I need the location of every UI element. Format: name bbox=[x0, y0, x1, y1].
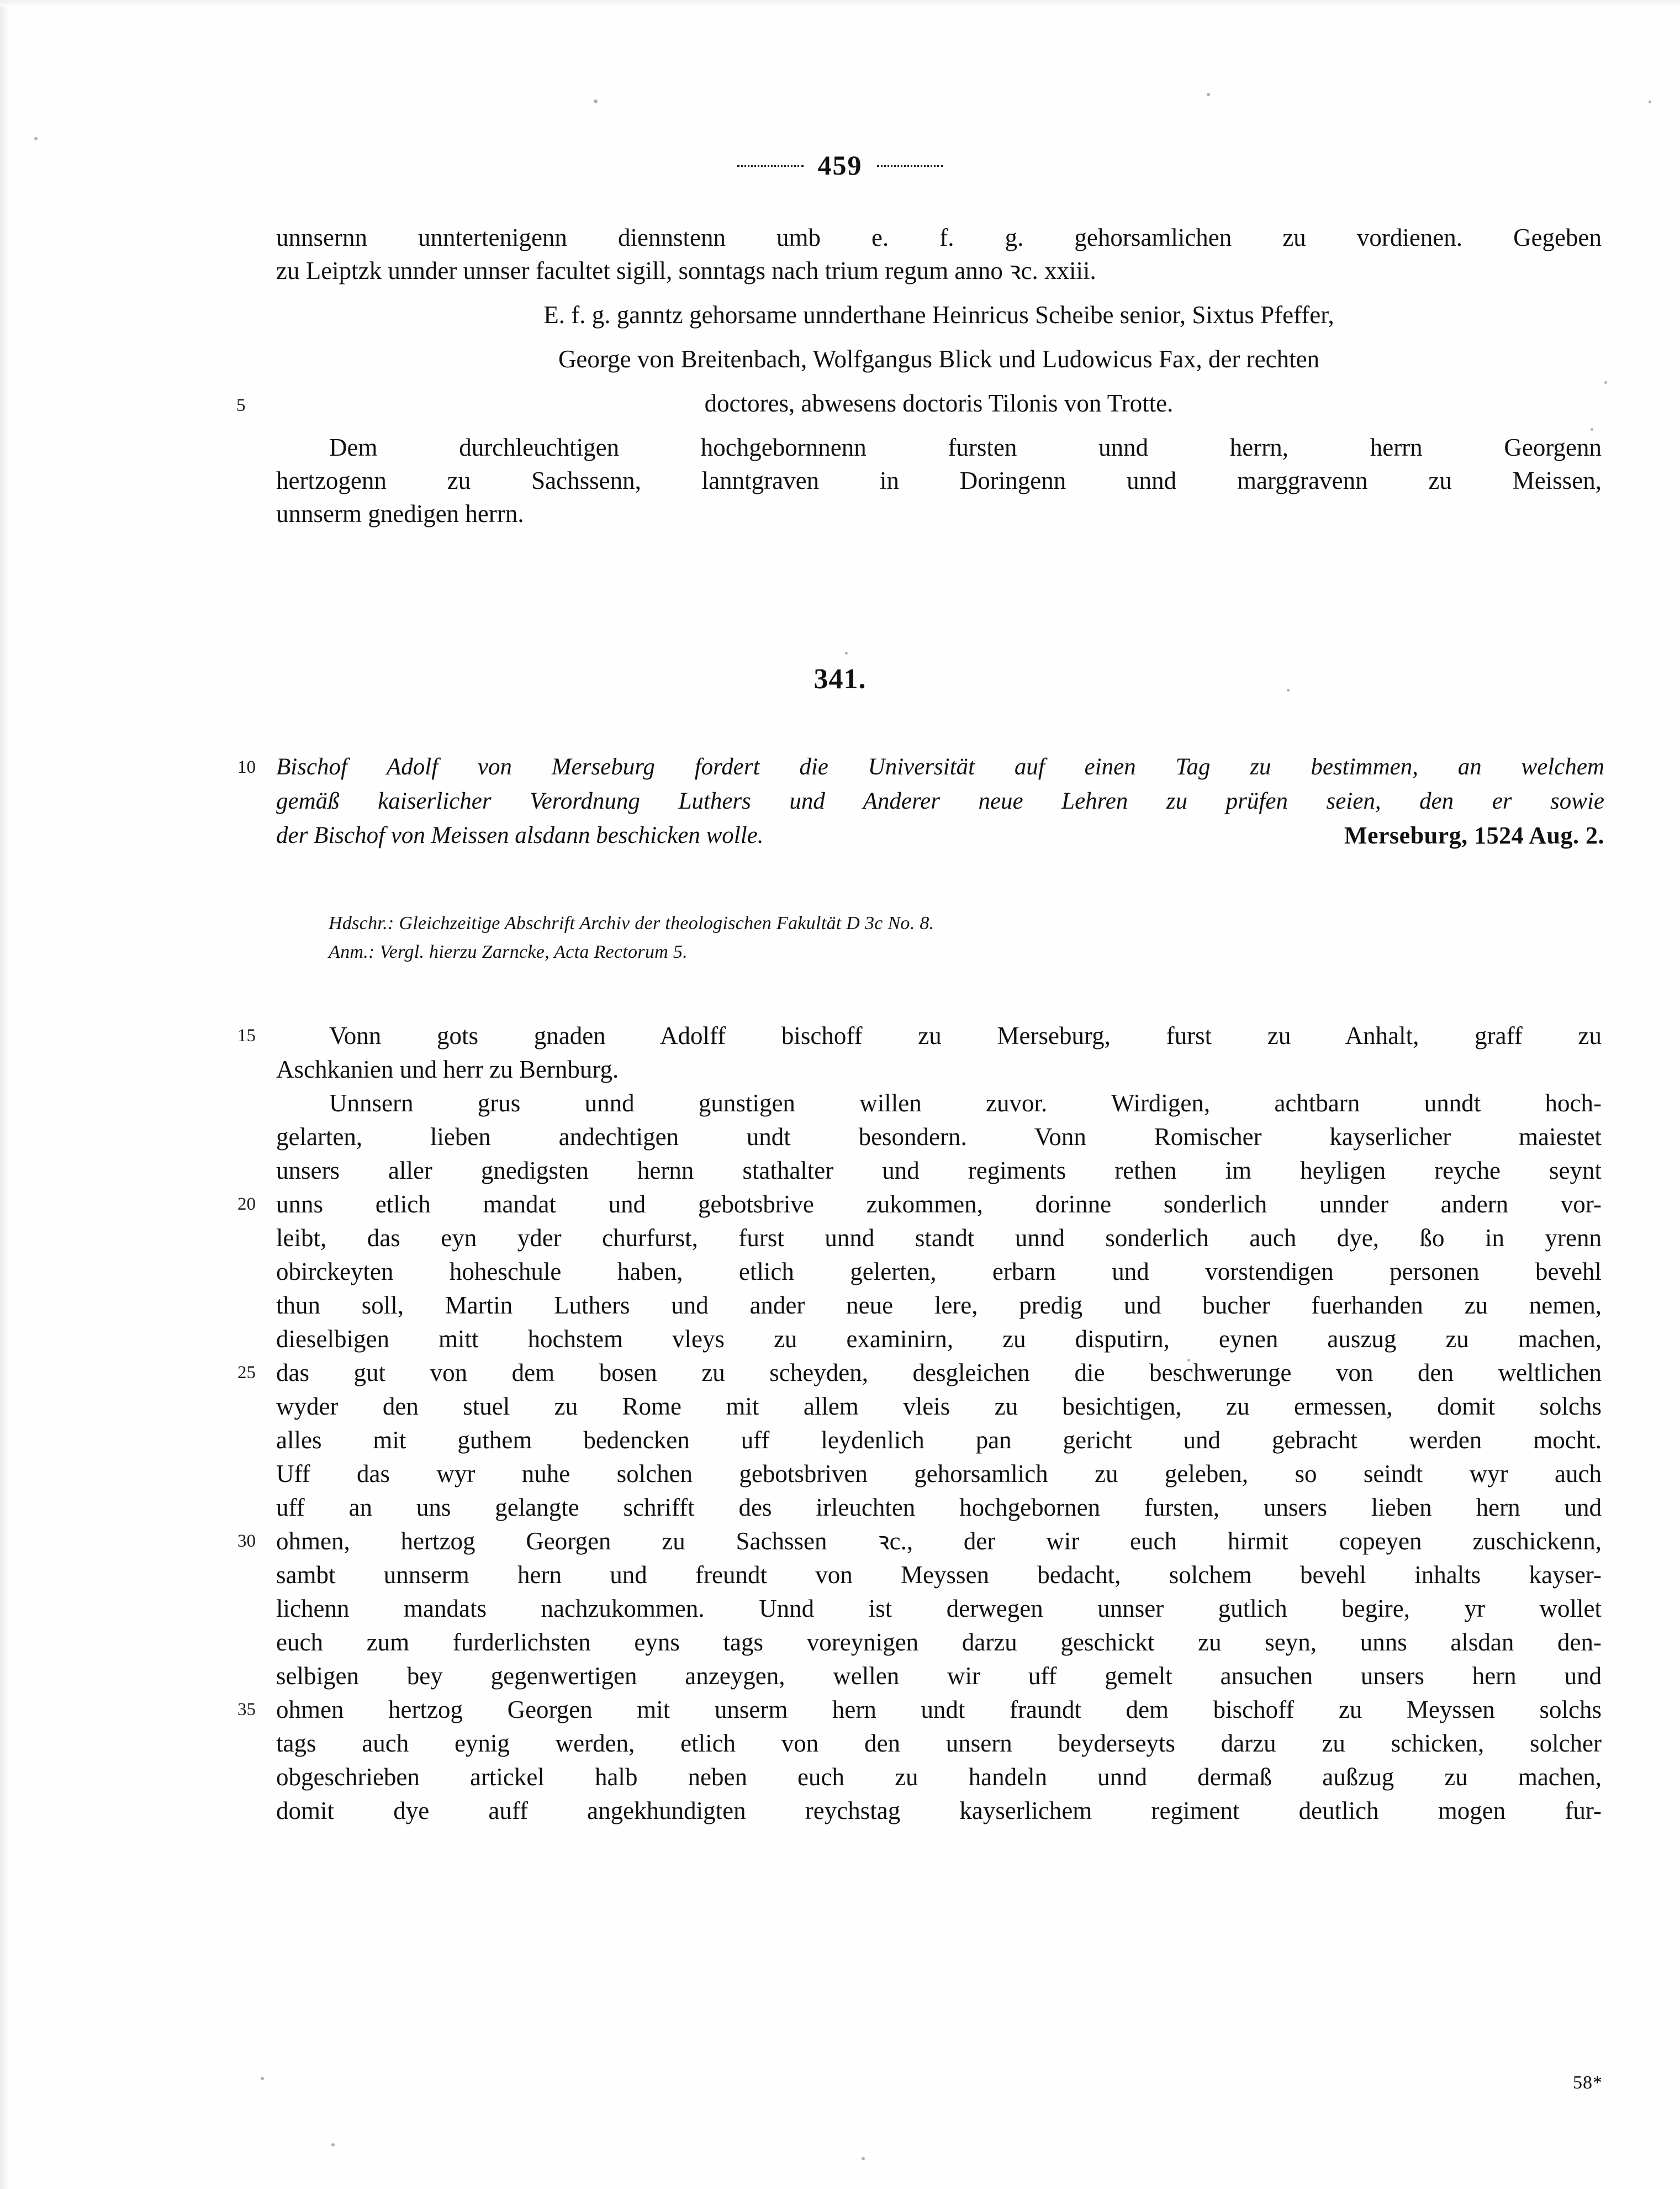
scan-speck bbox=[594, 99, 598, 103]
regest-line bbox=[276, 819, 1604, 853]
letter-line: Aschkanien und herr zu Bernburg. bbox=[276, 1056, 619, 1083]
scan-speck bbox=[34, 137, 38, 140]
address-line: unnserm gnedigen herrn. bbox=[276, 500, 524, 528]
letter-line: alles mit guthem bedencken uff leydenlich pan gericht und gebracht werden mocht. bbox=[276, 1426, 1602, 1454]
scan-speck bbox=[331, 2143, 335, 2146]
letter-line bbox=[237, 1525, 1602, 1558]
letter-line-text: ohmen hertzog Georgen mit unserm hern undt fraundt dem bischoff zu Meyssen solchs bbox=[276, 1696, 1602, 1723]
line-number-5: 5 bbox=[236, 395, 246, 415]
regest-line-text: Bischof Adolf von Merseburg fordert die Universität auf einen Tag zu bestimmen, an welchem bbox=[276, 754, 1604, 780]
address-line-text: Dem durchleuchtigen hochgebornnenn fursten unnd herrn, herrn Georgenn bbox=[329, 434, 1602, 461]
tail-line-text: doctores, abwesens doctoris Tilonis von Trotte. bbox=[704, 389, 1174, 417]
address-line: hertzogenn zu Sachssenn, lanntgraven in Doringenn unnd marggravenn zu Meissen, bbox=[276, 467, 1602, 494]
letter-line-text: Unnsern grus unnd gunstigen willen zuvor. Wirdigen, achtbarn unndt hoch- bbox=[329, 1089, 1602, 1117]
letter-line: lichenn mandats nachzukommen. Unnd ist derwegen unnser gutlich begire, yr wollet bbox=[276, 1595, 1602, 1622]
letter-line: dieselbigen mitt hochstem vleys zu examinirn, zu disputirn, eynen auszug zu machen, bbox=[276, 1325, 1602, 1353]
letter-line: sambt unnserm hern und freundt von Meyssen bedacht, solchem bevehl inhalts kayser- bbox=[276, 1561, 1602, 1589]
running-head bbox=[0, 149, 1680, 181]
scan-speck bbox=[1604, 381, 1607, 384]
line-number-15: 15 bbox=[237, 1026, 256, 1046]
page-number: 459 bbox=[817, 150, 863, 181]
line-number-10: 10 bbox=[237, 757, 256, 777]
letter-line: tags auch eynig werden, etlich von den unsern beyderseyts darzu zu schicken, solcher bbox=[276, 1729, 1602, 1757]
letter-line: uff an uns gelangte schrifft des irleuchten hochgebornen fursten, unsers lieben hern und bbox=[276, 1494, 1602, 1521]
note-manuscript: Hdschr.: Gleichzeitige Abschrift Archiv der theologischen Fakultät D 3c No. 8. bbox=[329, 913, 934, 933]
letter-line: thun soll, Martin Luthers und ander neue lere, predig und bucher fuerhanden zu nemen, bbox=[276, 1291, 1602, 1319]
letter-line-text: unns etlich mandat und gebotsbrive zukommen, dorinne sonderlich unnder andern vor- bbox=[276, 1190, 1602, 1218]
letter-line bbox=[276, 1086, 1602, 1120]
signature-mark: 58* bbox=[1573, 2072, 1603, 2093]
scan-speck bbox=[1207, 93, 1210, 96]
letter-line-text: das gut von dem bosen zu scheyden, desgleichen die beschwerunge von den weltlichen bbox=[276, 1359, 1602, 1386]
regest-line-text: der Bischof von Meissen alsdann beschicken wolle. bbox=[276, 822, 764, 848]
scan-left-edge bbox=[0, 0, 9, 2189]
scan-speck bbox=[845, 652, 848, 655]
line-number-20: 20 bbox=[237, 1194, 256, 1214]
letter-line bbox=[237, 1019, 1602, 1053]
letter-body bbox=[237, 1019, 1602, 1828]
note-annotation: Anm.: Vergl. hierzu Zarncke, Acta Rectorum 5. bbox=[329, 942, 688, 962]
regest-line: gemäß kaiserlicher Verordnung Luthers und Anderer neue Lehren zu prüfen seien, den er sowie bbox=[276, 788, 1604, 814]
tail-line: unnsernn unntertenigenn diennstenn umb e. f. g. gehorsamlichen zu vordienen. Gegeben bbox=[276, 224, 1602, 251]
tail-line: zu Leiptzk unnder unnser facultet sigill, sonntags nach trium regum anno ꝛc. xxiii. bbox=[276, 257, 1096, 284]
letter-line bbox=[237, 1693, 1602, 1727]
place-date: Merseburg, 1524 Aug. 2. bbox=[1344, 822, 1604, 849]
running-head-rule-left bbox=[737, 165, 804, 167]
letter-line: gelarten, lieben andechtigen undt besondern. Vonn Romischer kayserlicher maiestet bbox=[276, 1123, 1602, 1151]
letter-line: Uff das wyr nuhe solchen gebotsbriven gehorsamlich zu geleben, so seindt wyr auch bbox=[276, 1460, 1602, 1488]
letter-line: obgeschrieben artickel halb neben euch zu handeln unnd dermaß außzug zu machen, bbox=[276, 1763, 1602, 1791]
letter-line: selbigen bey gegenwertigen anzeygen, wellen wir uff gemelt ansuchen unsers hern und bbox=[276, 1662, 1602, 1690]
letter-line bbox=[237, 1188, 1602, 1221]
tail-line: George von Breitenbach, Wolfgangus Blick und Ludowicus Fax, der rechten bbox=[558, 345, 1320, 373]
letter-line: euch zum furderlichsten eyns tags voreynigen darzu geschickt zu seyn, unns alsdan den- bbox=[276, 1628, 1602, 1656]
section-number: 341. bbox=[813, 663, 867, 695]
letter-line bbox=[237, 1356, 1602, 1390]
scan-speck bbox=[1649, 101, 1651, 103]
letter-line: leibt, das eyn yder churfurst, furst unnd standt unnd sonderlich auch dye, ßo in yrenn bbox=[276, 1224, 1602, 1252]
letter-line: obirckeyten hoheschule haben, etlich gelerten, erbarn und vorstendigen personen bevehl bbox=[276, 1258, 1602, 1285]
line-number-30: 30 bbox=[237, 1531, 256, 1551]
line-number-35: 35 bbox=[237, 1700, 256, 1719]
regest-line bbox=[237, 750, 1604, 784]
letter-paragraphs bbox=[237, 1019, 1602, 1828]
scan-speck bbox=[261, 2077, 264, 2080]
line-number-25: 25 bbox=[237, 1363, 256, 1383]
letter-line-text: ohmen, hertzog Georgen zu Sachssen ꝛc., der wir euch hirmit copeyen zuschickenn, bbox=[276, 1527, 1602, 1555]
scan-top-edge bbox=[0, 0, 1680, 7]
preceding-document-tail bbox=[236, 221, 1602, 541]
letter-line: domit dye auff angekhundigten reychstag kayserlichem regiment deutlich mogen fur- bbox=[276, 1797, 1602, 1824]
tail-line bbox=[236, 387, 1602, 420]
tail-line: E. f. g. ganntz gehorsame unnderthane Heinricus Scheibe senior, Sixtus Pfeffer, bbox=[543, 301, 1334, 329]
letter-line: wyder den stuel zu Rome mit allem vleis zu besichtigen, zu ermessen, domit solchs bbox=[276, 1392, 1602, 1420]
letter-line: unsers aller gnedigsten hernn stathalter und regiments rethen im heyligen reyche seynt bbox=[276, 1157, 1602, 1184]
letter-line-text: Vonn gots gnaden Adolff bischoff zu Merseburg, furst zu Anhalt, graff zu bbox=[329, 1022, 1602, 1049]
scan-speck bbox=[862, 2157, 865, 2160]
address-line bbox=[276, 431, 1602, 464]
running-head-rule-right bbox=[877, 165, 943, 167]
source-notes bbox=[329, 909, 934, 967]
regest bbox=[237, 750, 1604, 853]
